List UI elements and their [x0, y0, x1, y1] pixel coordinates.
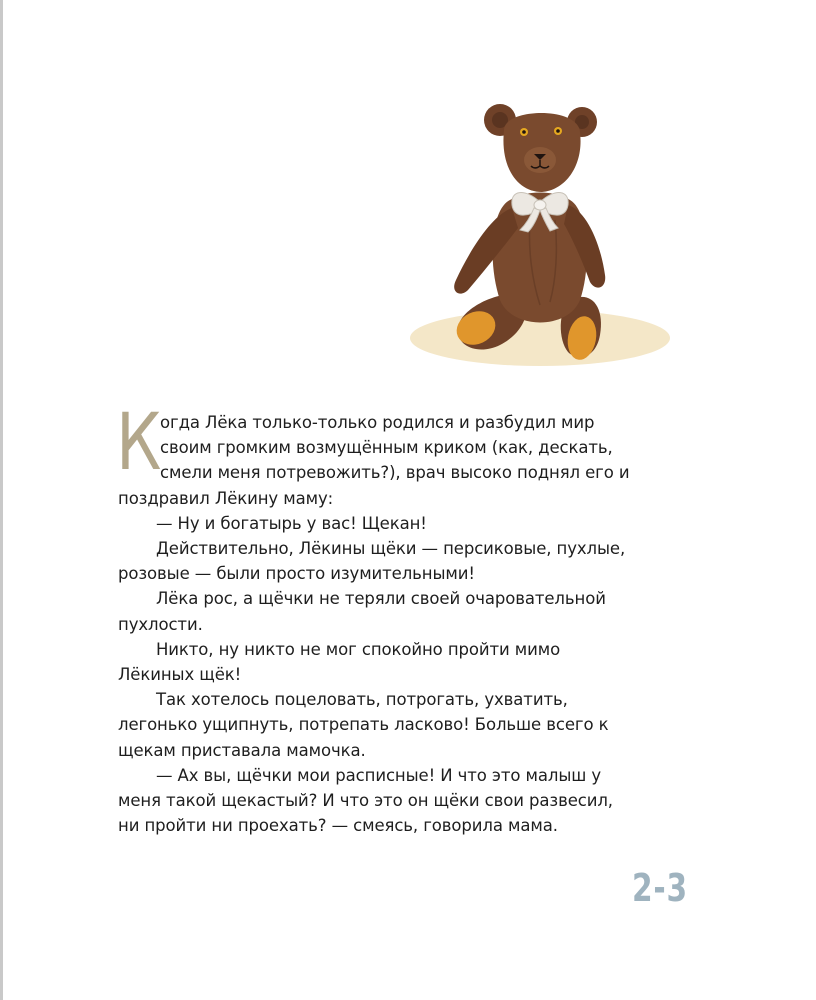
story-paragraph-first [116, 398, 638, 511]
story-paragraph: Лёка рос, а щёчки не теряли своей очаровательной пухлости. [118, 589, 606, 634]
story-paragraph: Так хотелось поцеловать, потрогать, ухватить, легонько ущипнуть, потрепать ласково! Больше всего к щекам приставала мамочка. [118, 690, 609, 760]
teddy-bear-icon [400, 90, 670, 380]
drop-cap: К [116, 398, 162, 488]
first-paragraph-text: огда Лёка только-только родился и разбудил мир своим громким возмущённым криком (как, дескать, смели меня потревожить?), врач высоко поднял его и поздравил Лёкину маму: [118, 413, 630, 508]
story-paragraph: — Ну и богатырь у вас! Щекан! [156, 513, 427, 533]
story-text [116, 398, 638, 838]
story-paragraph: — Ах вы, щёчки мои расписные! И что это малыш у меня такой щекастый? И что это он щёки свои развесил, ни пройти ни проехать? — смеясь, говорила мама. [118, 765, 613, 836]
page-number: 2-3 [632, 866, 688, 910]
story-paragraph: Никто, ну никто не мог спокойно пройти мимо Лёкиных щёк! [118, 639, 561, 685]
teddy-bear-illustration [400, 90, 670, 380]
story-paragraph: Действительно, Лёкины щёки — персиковые, пухлые, розовые — были просто изумительными! [118, 539, 626, 584]
page-edge [0, 0, 3, 1000]
